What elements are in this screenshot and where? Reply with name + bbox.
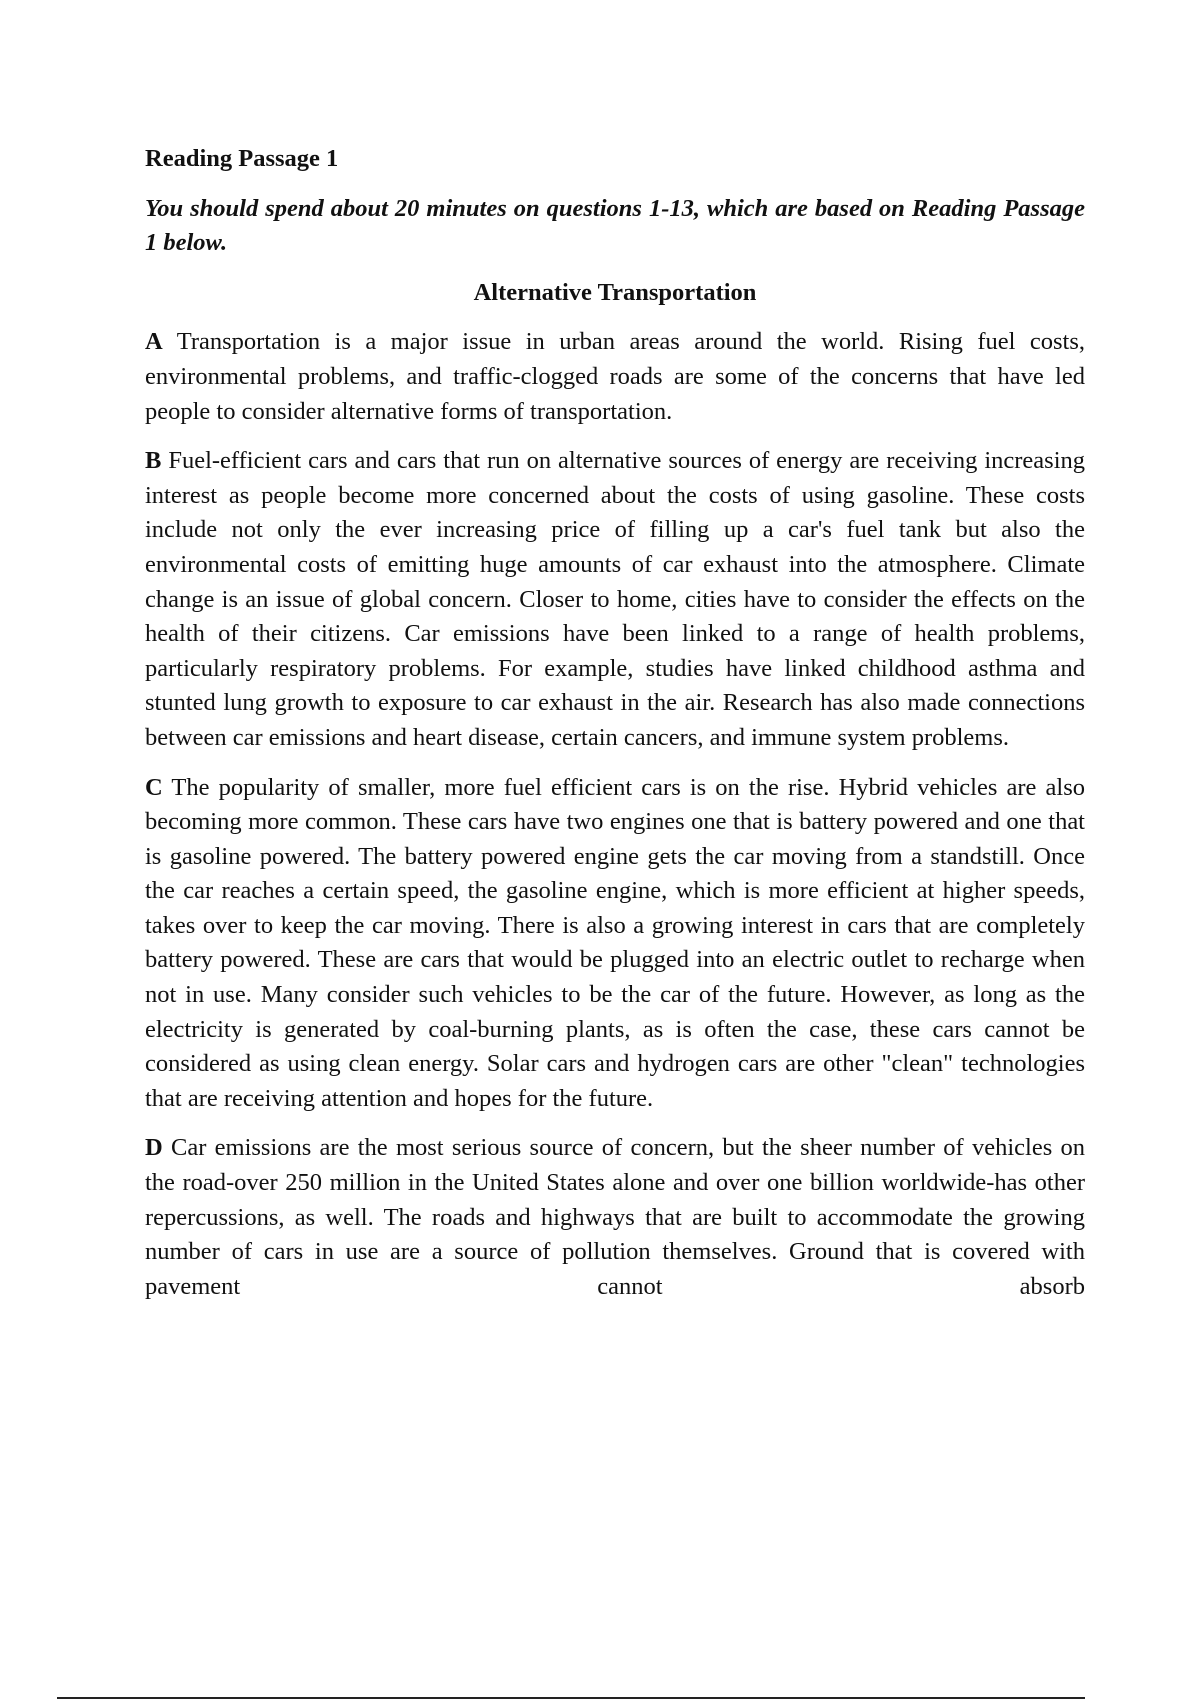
instructions-text: You should spend about 20 minutes on questions 1-13, which are based on Reading Passage 1 below. <box>145 194 1085 257</box>
page-bottom-rule <box>57 1697 1085 1699</box>
paragraph-b <box>145 444 1085 755</box>
paragraph-text: Transportation is a major issue in urban areas around the world. Rising fuel costs, environmental problems, and traffic-clogged roads are some of the concerns that have led people to consider alternative forms of transportation. <box>145 328 1085 425</box>
paragraph-text: Car emissions are the most serious source of concern, but the sheer number of vehicles on the road-over 250 million in the United States alone and over one billion worldwide-has other repercussions, as well. The roads and highways that are built to accommodate the growing number of cars in use are a source of pollution themselves. Ground that is covered with pavement cannot absorb <box>145 1134 1086 1300</box>
paragraph-letter: D <box>145 1134 163 1162</box>
paragraph-letter: A <box>145 328 163 356</box>
section-heading: Reading Passage 1 <box>145 145 339 172</box>
paragraph-c <box>145 771 1085 1117</box>
paragraph-letter: C <box>145 773 163 801</box>
paragraph-text: Fuel-efficient cars and cars that run on alternative sources of energy are receiving increasing interest as people become more concerned about the costs of using gasoline. These costs include not only the ever increasing price of filling up a car's fuel tank but also the environmental costs of emitting huge amounts of car exhaust into the atmosphere. Climate change is an issue of global concern. Closer to home, cities have to consider the effects on the health of their citizens. Car emissions have been linked to a range of health problems, particularly respiratory problems. For example, studies have linked childhood asthma and stunted lung growth to exposure to car exhaust in the air. Research has also made connections between car emissions and heart disease, certain cancers, and immune system problems. <box>145 447 1085 751</box>
passage-title: Alternative Transportation <box>473 278 757 306</box>
paragraph-text: The popularity of smaller, more fuel efficient cars is on the rise. Hybrid vehicles are also becoming more common. These cars have two engines one that is battery powered and one that is gasoline powered. The battery powered engine gets the car moving from a standstill. Once the car reaches a certain speed, the gasoline engine, which is more efficient at higher speeds, takes over to keep the car moving. There is also a growing interest in cars that are completely battery powered. These are cars that would be plugged into an electric outlet to recharge when not in use. Many consider such vehicles to be the car of the future. However, as long as the electricity is generated by coal-burning plants, as is often the case, these cars cannot be considered as using clean energy. Solar cars and hydrogen cars are other "clean" technologies that are receiving attention and hopes for the future. <box>145 773 1085 1112</box>
paragraph-d <box>145 1131 1085 1304</box>
paragraph-letter: B <box>145 447 162 475</box>
page-content <box>145 142 1085 1319</box>
paragraph-a <box>145 325 1085 429</box>
